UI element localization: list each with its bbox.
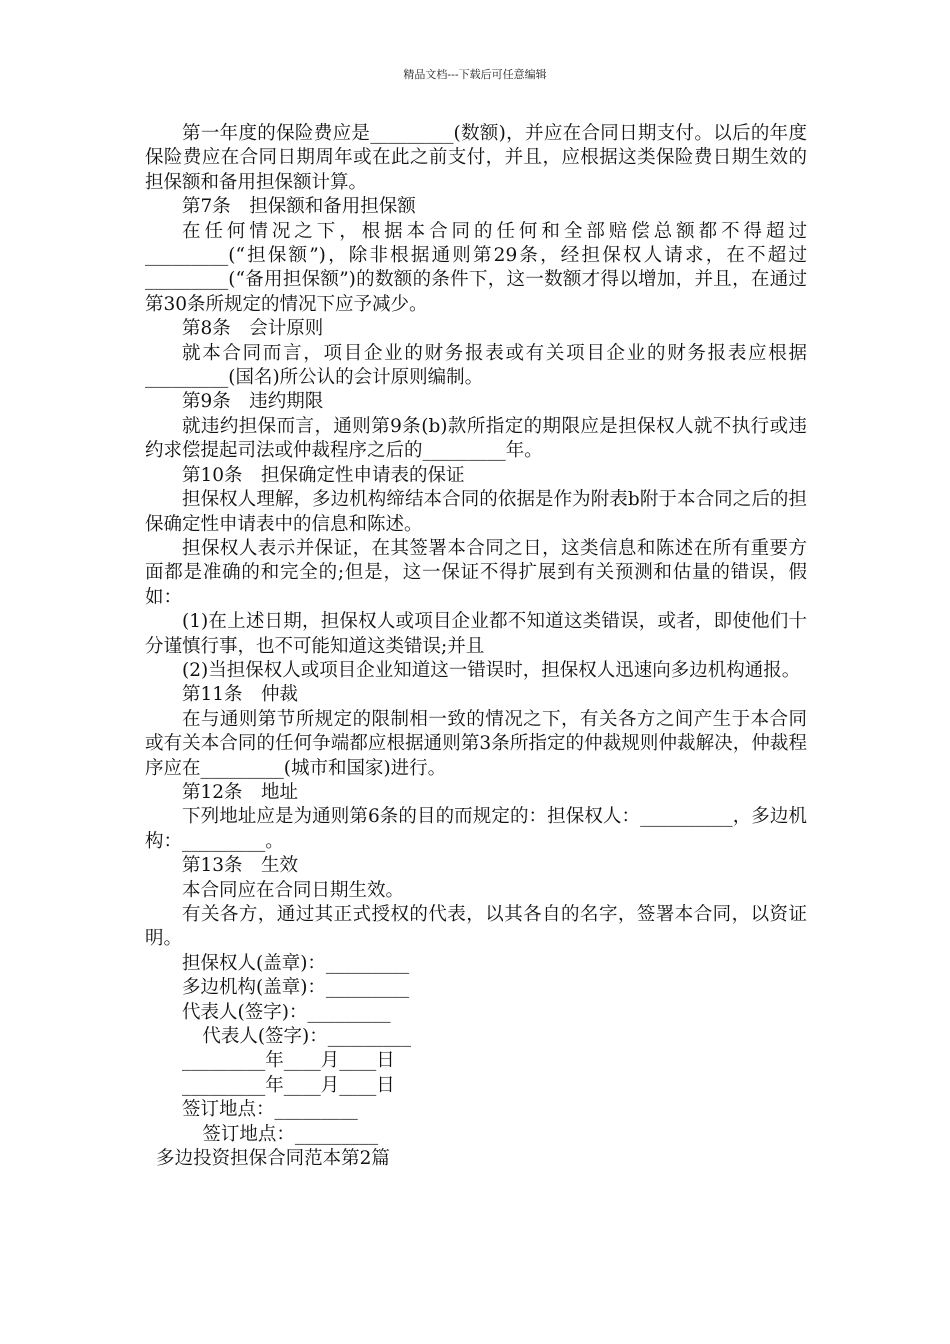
next-section-title: 多边投资担保合同范本第2篇: [156, 1148, 390, 1170]
paragraph: 在与通则第节所规定的限制相一致的情况之下，有关各方之间产生于本合同或有关本合同的任何争端都应根据通则第3条所指定的仲裁规则仲裁解决，仲裁程序应在_________(城市和国家)进行。: [145, 708, 807, 779]
signature-line: 签订地点：_________: [202, 1123, 379, 1145]
paragraph: 本合同应在合同日期生效。: [182, 879, 405, 901]
article-heading: 第13条 生效: [182, 855, 299, 877]
article-heading: 第7条 担保额和备用担保额: [182, 196, 416, 218]
signature-line: 签订地点：_________: [182, 1099, 358, 1121]
paragraph: 就本合同而言，项目企业的财务报表或有关项目企业的财务报表应根据_________(国名)所公认的会计原则编制。: [145, 342, 807, 389]
paragraph: (2)当担保权人或项目企业知道这一错误时，担保权人迅速向多边机构通报。: [182, 659, 801, 681]
paragraph: 担保权人理解，多边机构缔结本合同的依据是作为附表b附于本合同之后的担保确定性申请表中的信息和陈述。: [145, 489, 807, 535]
document-body: [145, 122, 807, 1171]
paragraph: 有关各方，通过其正式授权的代表，以其各自的名字，签署本合同，以资证明。: [145, 904, 807, 950]
paragraph: 下列地址应是为通则第6条的目的而规定的：担保权人：__________，多边机构：_________。: [145, 806, 807, 852]
article-heading: 第10条 担保确定性申请表的保证: [182, 464, 465, 486]
paragraph: 担保权人表示并保证，在其签署本合同之日，这类信息和陈述在所有重要方面都是准确的和完全的;但是，这一保证不得扩展到有关预测和估量的错误，假如：: [145, 537, 807, 608]
page-header: 精品文档---下载后可任意编辑: [403, 68, 547, 81]
signature-line: 代表人(签字)：_________: [202, 1026, 412, 1048]
paragraph: 第一年度的保险费应是_________(数额)，并应在合同日期支付。以后的年度保险费应在合同日期周年或在此之前支付，并且，应根据这类保险费日期生效的担保额和备用担保额计算。: [145, 123, 807, 193]
article-heading: 第8条 会计原则: [182, 318, 324, 340]
paragraph: 在任何情况之下，根据本合同的任何和全部赔偿总额都不得超过_________(“担保额”)，除非根据通则第29条，经担保权人请求，在不超过_________(“备用担保额”)的数额的条件下，这一数额才得以增加，并且，在通过第30条所规定的情况下应予减少。: [145, 220, 807, 315]
signature-line: 多边机构(盖章)：_________: [182, 977, 410, 999]
signature-line: 担保权人(盖章)：_________: [182, 952, 410, 974]
signature-line: 代表人(签字)：_________: [182, 1001, 391, 1023]
paragraph: 就违约担保而言，通则第9条(b)款所指定的期限应是担保权人就不执行或违约求偿提起司法或仲裁程序之后的_________年。: [145, 415, 807, 462]
signature-line: _________年____月____日: [182, 1074, 395, 1096]
article-heading: 第11条 仲裁: [182, 684, 299, 706]
signature-line: _________年____月____日: [182, 1050, 395, 1072]
article-heading: 第12条 地址: [182, 781, 299, 803]
article-heading: 第9条 违约期限: [182, 391, 324, 413]
paragraph: (1)在上述日期，担保权人或项目企业都不知道这类错误，或者，即使他们十分谨慎行事，也不可能知道这类错误;并且: [145, 611, 807, 657]
